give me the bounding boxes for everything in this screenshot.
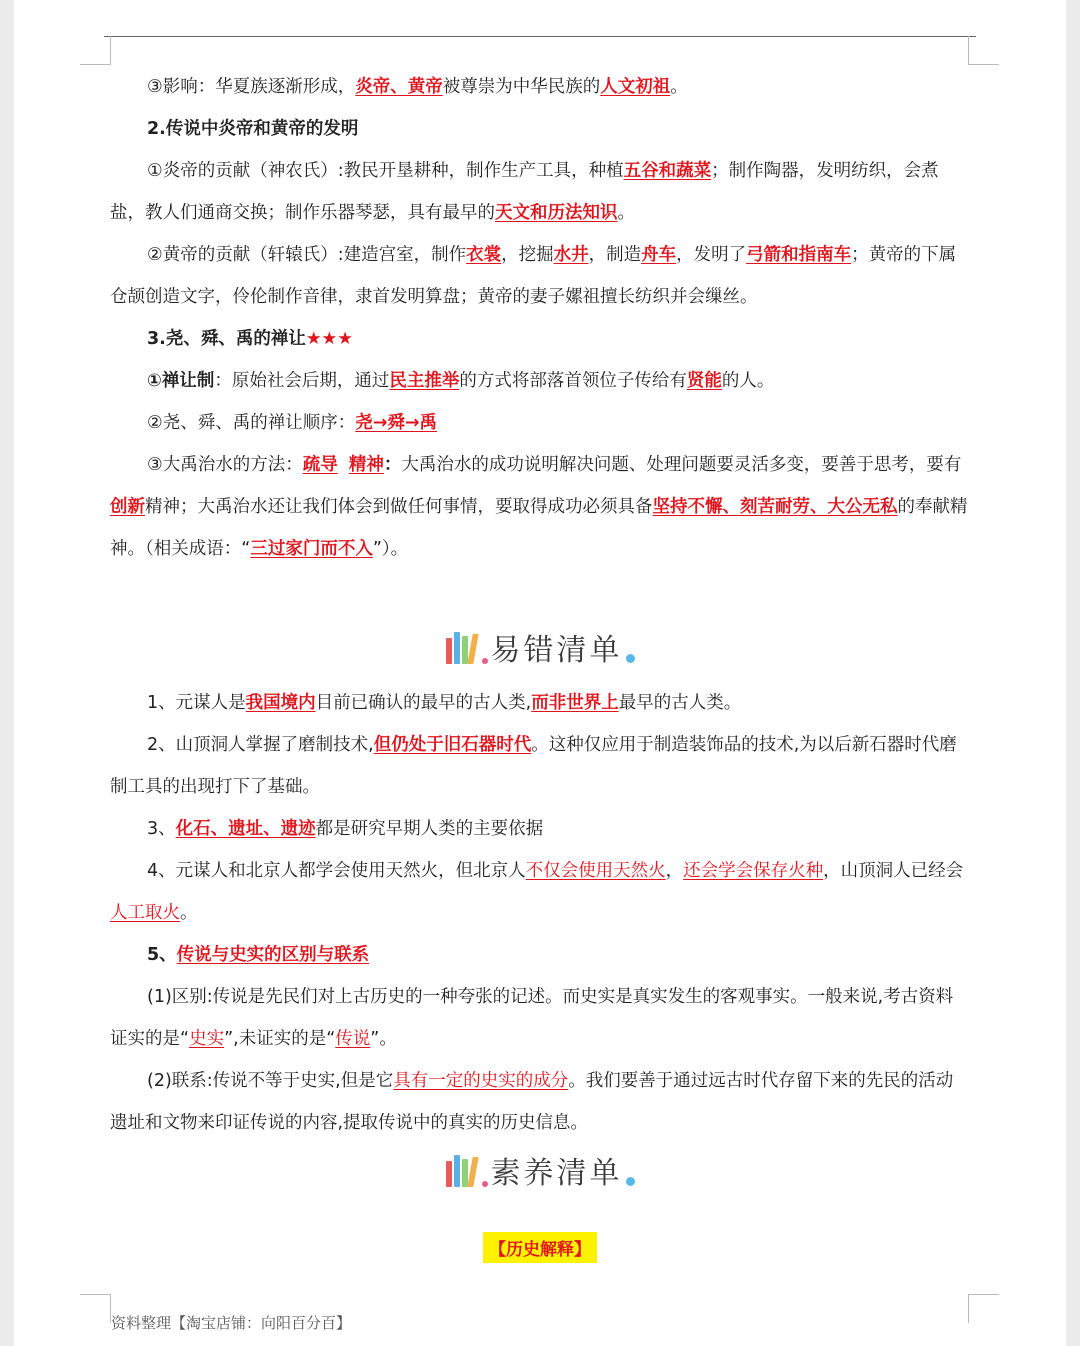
header-rule: [104, 36, 976, 37]
books-icon: [446, 1153, 478, 1187]
text: [338, 455, 349, 475]
highlight-text: 民主推举: [389, 371, 460, 391]
highlight-text: 具有一定的史实的成分: [393, 1071, 569, 1091]
text: ；黄帝的下属仓颉创造文字，伶伦制作音律，隶首发明算盘；黄帝的妻子嫘祖擅长纺织并会缫丝。: [110, 245, 957, 307]
list-item-heading: [110, 934, 970, 976]
text: (1)区别:传说是先民们对上古历史的一种夸张的记述。而史实是真实发生的客观事实。一般来说,考古资料证实的是“: [110, 987, 954, 1049]
text: 2、山顶洞人掌握了磨制技术,: [147, 735, 374, 755]
text: 的方式将部落首领位子传给有: [459, 371, 687, 391]
text: 。我们要善于通过远古时代存留下来的先民的活动遗址和文物来印证传说的内容,提取传说中的真实的历史信息。: [110, 1071, 954, 1133]
text: 精神；大禹治水还让我们体会到做任何事情，要取得成功必须具备: [145, 497, 653, 517]
paragraph-connection: [110, 1060, 970, 1144]
text: ”,未证实的是“: [224, 1029, 336, 1049]
footer-source: 资料整理【淘宝店铺：向阳百分百】: [111, 1314, 352, 1332]
text: 的奉献精神。（相关成语：“: [110, 497, 968, 559]
paragraph-influence: [110, 66, 970, 108]
text: ③影响：华夏族逐渐形成，: [147, 77, 356, 97]
highlight-text: 还会学会保存火种: [683, 861, 824, 881]
text: ；制作陶器，发明纺织，会煮盐，教人们通商交换；制作乐器琴瑟，具有最早的: [110, 161, 939, 223]
text: 最早的古人类。: [618, 693, 742, 713]
highlight-text: 五谷和蔬菜: [623, 161, 712, 181]
paragraph-huangdi: [110, 234, 970, 318]
text: 3、: [147, 819, 176, 839]
text: 。: [670, 77, 688, 97]
section-title: 易错清单: [490, 633, 623, 668]
text: ”。: [370, 1029, 397, 1049]
list-item: [110, 724, 970, 808]
list-item: [110, 850, 970, 934]
history-interpretation-tag: 【历史解释】: [483, 1232, 597, 1263]
paragraph-yandi: [110, 150, 970, 234]
text: ，: [665, 861, 684, 881]
text: (2)联系:传说不等于史实,但是它: [147, 1071, 394, 1091]
text: ②尧、舜、禹的禅让顺序：: [147, 413, 356, 433]
text: 被尊崇为中华民族的: [442, 77, 601, 97]
document-page: [14, 0, 1066, 1346]
highlight-text: 创新: [110, 497, 145, 517]
section-header-errors: [110, 612, 970, 682]
text: 1、元谋人是: [147, 693, 246, 713]
text: ：原始社会后期，通过: [214, 371, 390, 391]
text: 。: [617, 203, 635, 223]
highlight-text: 尧→舜→禹: [355, 413, 438, 433]
highlight-text: 疏导: [302, 455, 338, 475]
document-body: [110, 66, 970, 1196]
text: 都是研究早期人类的主要依据: [315, 819, 544, 839]
text: 。这种仅应用于制造装饰品的技术,为以后新石器时代磨制工具的出现打下了基础。: [110, 735, 957, 797]
highlight-text: 炎帝、黄帝: [355, 77, 443, 97]
highlight-text: 而非世界上: [531, 693, 619, 713]
text: ，制造: [588, 245, 642, 265]
bold-text: ①禅让制: [147, 371, 215, 391]
paragraph-difference: [110, 976, 970, 1060]
heading-text: 3.尧、舜、禹的禅让: [147, 329, 306, 349]
paragraph-dayu: [110, 444, 970, 570]
history-interpretation-tag-row: [14, 1232, 1066, 1263]
text: 。: [180, 903, 198, 923]
heading-emperors-inventions: 2.传说中炎帝和黄帝的发明: [147, 119, 359, 139]
text: ，发明了: [676, 245, 747, 265]
crop-mark-top-right: [968, 36, 999, 65]
highlight-text: 舟车: [641, 245, 677, 265]
text: 4、元谋人和北京人都学会使用天然火，但北京人: [147, 861, 526, 881]
highlight-text: 传说与史实的区别与联系: [176, 945, 370, 965]
highlight-text: 我国境内: [245, 693, 316, 713]
text: ，山顶洞人已经会: [823, 861, 964, 881]
section-title: 素养清单: [490, 1156, 623, 1191]
list-item: [110, 682, 970, 724]
text: ②黄帝的贡献（轩辕氏）:建造宫室，制作: [147, 245, 467, 265]
paragraph-abdication-system: [110, 360, 970, 402]
highlight-text: 但仍处于旧石器时代: [373, 735, 532, 755]
text: 5、: [147, 945, 177, 965]
crop-mark-top-left: [80, 36, 111, 65]
books-icon: [446, 630, 478, 664]
highlight-text: 史实: [189, 1029, 225, 1049]
highlight-text: 人工取火: [110, 903, 180, 923]
text: ③大禹治水的方法：: [147, 455, 303, 475]
crop-mark-bottom-left: [80, 1294, 111, 1323]
highlight-text: 水井: [553, 245, 589, 265]
text: ，挖掘: [501, 245, 554, 265]
highlight-text: 坚持不懈、刻苦耐劳、大公无私: [652, 497, 898, 517]
bold-text: ：: [383, 455, 402, 475]
section-header-literacy: [110, 1144, 970, 1196]
text: ①炎帝的贡献（神农氏）:教民开垦耕种，制作生产工具，种植: [147, 161, 624, 181]
paragraph-abdication-order: [110, 402, 970, 444]
text: 大禹治水的成功说明解决问题、处理问题要灵活多变，要善于思考，要有: [401, 455, 962, 475]
text: 的人。: [721, 371, 775, 391]
highlight-text: 衣裳: [466, 245, 502, 265]
highlight-text: 人文初祖: [600, 77, 671, 97]
highlight-text: 不仅会使用天然火: [525, 861, 666, 881]
highlight-text: 天文和历法知识: [495, 203, 618, 223]
crop-mark-bottom-right: [968, 1294, 999, 1323]
highlight-text: 贤能: [686, 371, 722, 391]
heading-abdication: [110, 318, 970, 360]
star-rating-icon: ★★★: [305, 329, 353, 349]
text: 目前已确认的最早的古人类,: [315, 693, 532, 713]
highlight-text: 传说: [335, 1029, 371, 1049]
highlight-text: 弓箭和指南车: [746, 245, 852, 265]
highlight-text: 化石、遗址、遗迹: [175, 819, 316, 839]
text: ”）。: [372, 539, 409, 559]
highlight-text: 三过家门而不入: [250, 539, 373, 559]
list-item: [110, 808, 970, 850]
highlight-text: 精神: [348, 455, 384, 475]
